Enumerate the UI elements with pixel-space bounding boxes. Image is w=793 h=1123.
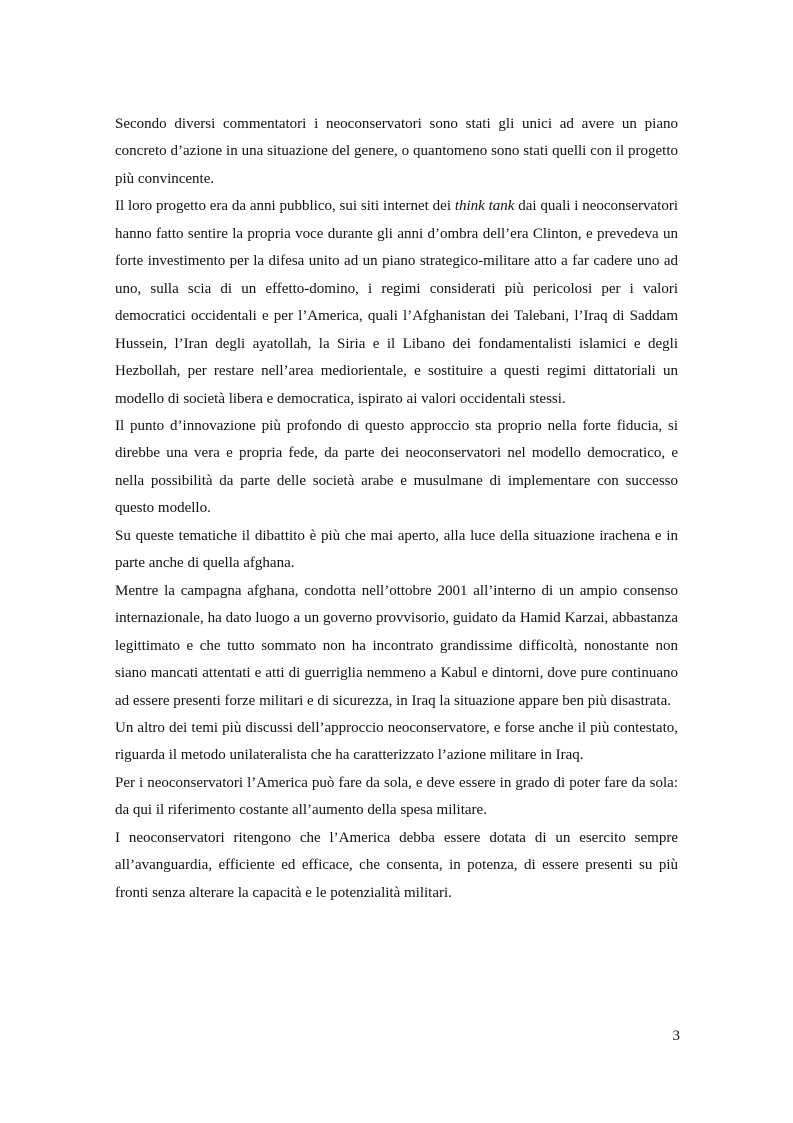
paragraph-2-text-start: Il loro progetto era da anni pubblico, sui siti internet dei <box>115 198 455 215</box>
paragraph-8: I neoconservatori ritengono che l’America debba essere dotata di un esercito sempre all’avanguardia, efficiente ed efficace, che consenta, in potenza, di essere presenti su più fronti senza alterare la capacità e le potenzialità militari. <box>115 829 678 901</box>
paragraph-5: Mentre la campagna afghana, condotta nell’ottobre 2001 all’interno di un ampio consenso internazionale, ha dato luogo a un governo provvisorio, guidato da Hamid Karzai, abbastanza legittimato e che tutto sommato non ha incontrato grandissime difficoltà, nonostante non siano mancati attentati e atti di guerriglia nemmeno a Kabul e dintorni, dove pure continuano ad essere presenti forze militari e di sicurezza, in Iraq la situazione appare ben più disastrata. <box>115 582 678 709</box>
paragraph-2-text-end: dai quali i neoconservatori hanno fatto sentire la propria voce durante gli anni d’ombra dell’era Clinton, e prevedeva un forte investimento per la difesa unito ad un piano strategico-militare atto a far cadere uno ad uno, sulla scia di un effetto-domino, i regimi considerati più pericolosi per i valori democratici occidentali e per l’America, quali l’Afghanistan dei Talebani, l’Iraq di Saddam Hussein, l’Iran degli ayatollah, la Siria e il Libano dei fondamentalisti islamici e degli Hezbollah, per restare nell’area mediorientale, e sostituire a questi regimi dittatoriali un modello di società libera e democratica, ispirato ai valori occidentali stessi. <box>115 198 678 407</box>
paragraph-4: Su queste tematiche il dibattito è più che mai aperto, alla luce della situazione irachena e in parte anche di quella afghana. <box>115 527 678 572</box>
paragraph-3: Il punto d’innovazione più profondo di questo approccio sta proprio nella forte fiducia, si direbbe una vera e propria fede, da parte dei neoconservatori nel modello democratico, e nella possibilità da parte delle società arabe e musulmane di implementare con successo questo modello. <box>115 417 678 517</box>
page-number: 3 <box>672 1028 680 1044</box>
body-text <box>115 111 678 907</box>
italic-term-think-tank: think tank <box>454 198 515 215</box>
paragraph-2 <box>115 193 678 413</box>
paragraph-6: Un altro dei temi più discussi dell’approccio neoconservatore, e forse anche il più contestato, riguarda il metodo unilateralista che ha caratterizzato l’azione militare in Iraq. <box>115 719 678 764</box>
paragraph-7: Per i neoconservatori l’America può fare da sola, e deve essere in grado di poter fare da sola: da qui il riferimento costante all’aumento della spesa militare. <box>115 774 678 819</box>
paragraph-1: Secondo diversi commentatori i neoconservatori sono stati gli unici ad avere un piano concreto d’azione in una situazione del genere, o quantomeno sono stati quelli con il progetto più convincente. <box>115 116 678 187</box>
